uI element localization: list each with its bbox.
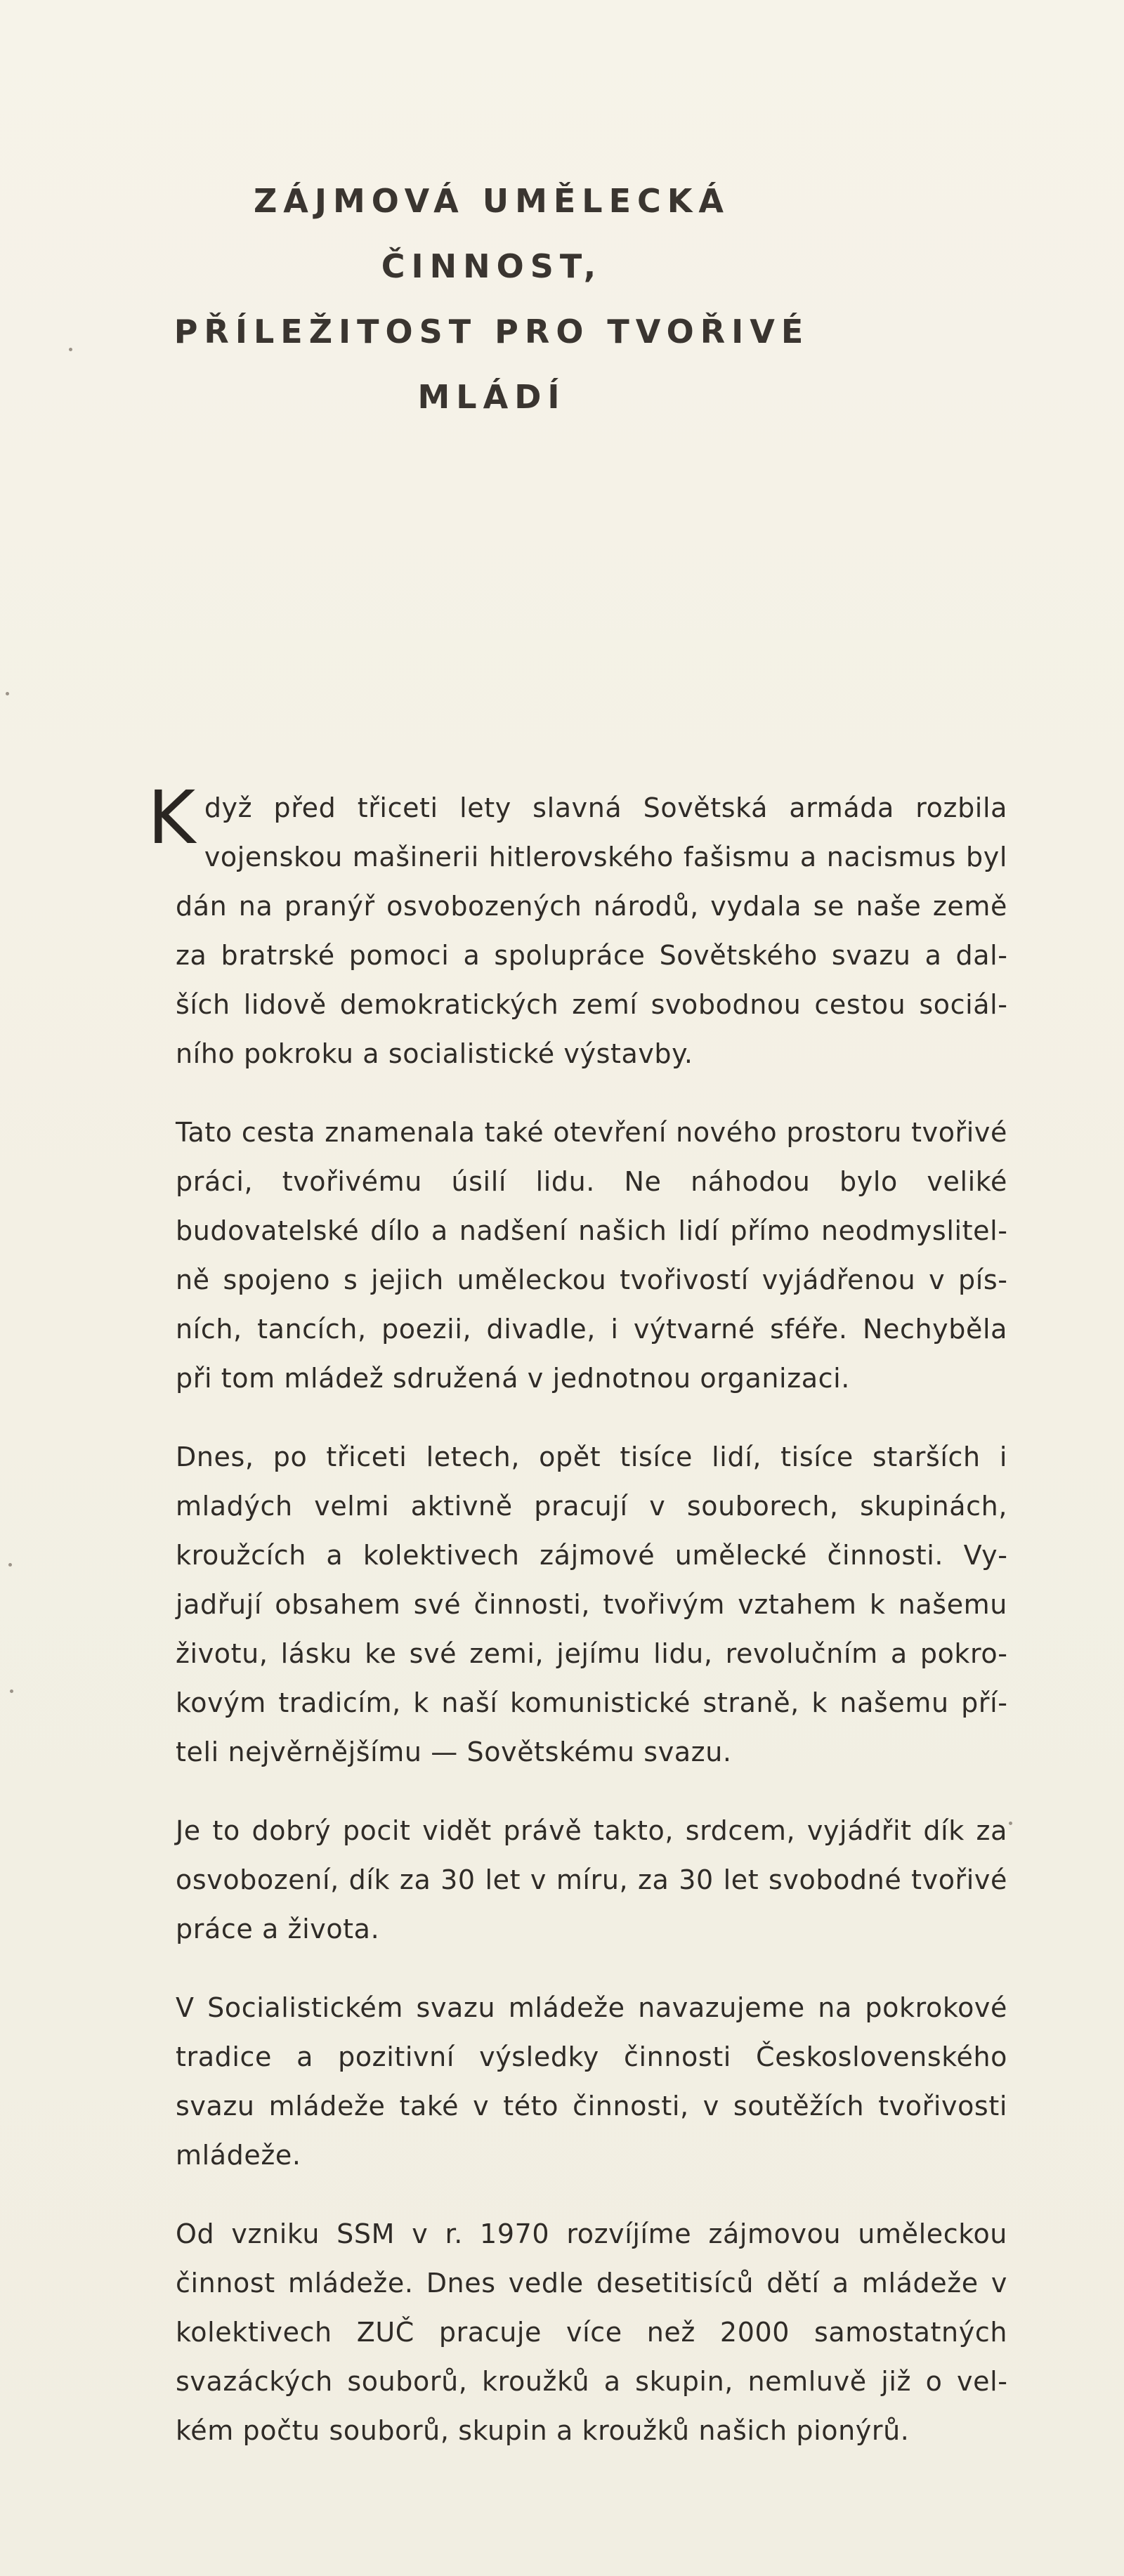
paragraph-1-text: dyž před třiceti lety slavná Sovětská armáda rozbila vojenskou mašinerii hitlerovského fašismu a nacismus byl dán na pranýř osvobozených národů, vydala se naše země za bratrské pomoci a spolupráce Sovětského svazu a dalších lidově demokratických zemí svobodnou cestou sociálního pokroku a socialistické výstavby.	[176, 792, 1007, 1069]
paragraph-5: V Socialistickém svazu mládeže navazujeme na pokrokové tradice a pozitivní výsledky činnosti Československého svazu mládeže také v této činnosti, v soutěžích tvořivosti mládeže.	[176, 1992, 1007, 2171]
paragraph-2: Tato cesta znamenala také otevření nového prostoru tvořivé práci, tvořivému úsilí lidu. Ne náhodou bylo veliké budovatelské dílo a nadšení našich lidí přímo neodmyslitelně spojeno s jejich uměleckou tvořivostí vyjádřenou v písních, tancích, poezii, divadle, i výtvarné sféře. Nechyběla při tom mládež sdružená v jednotnou organizaci.	[176, 1117, 1007, 1394]
title-line-1: ZÁJMOVÁ UMĚLECKÁ ČINNOST,	[253, 182, 731, 285]
drop-cap: K	[148, 775, 196, 861]
paper-speck	[10, 1689, 13, 1693]
paragraph-6: Od vzniku SSM v r. 1970 rozvíjíme zájmovou uměleckou činnost mládeže. Dnes vedle desetitisíců dětí a mládeže v kolektivech ZUČ pracuje více než 2000 samostatných svazáckých souborů, kroužků a skupin, nemluvě již o velkém počtu souborů, skupin a kroužků našich pionýrů.	[176, 2218, 1007, 2446]
paragraph-4: Je to dobrý pocit vidět právě takto, srdcem, vyjádřit dík za osvobození, dík za 30 let v míru, za 30 let svobodné tvořivé práce a života.	[176, 1815, 1007, 1944]
paper-speck	[69, 348, 72, 351]
paper-speck	[8, 1563, 12, 1567]
title-line-2: PŘÍLEŽITOST PRO TVOŘIVÉ MLÁDÍ	[174, 313, 810, 416]
paper-speck	[1009, 1822, 1012, 1825]
paragraph-3: Dnes, po třiceti letech, opět tisíce lidí, tisíce starších i mladých velmi aktivně pracují v souborech, skupinách, kroužcích a kolektivech zájmové umělecké činnosti. Vyjadřují obsahem své činnosti, tvořivým vztahem k našemu životu, lásku ke své zemi, jejímu lidu, revolučním a pokrokovým tradicím, k naší komunistické straně, k našemu příteli nejvěrnějšímu — Sovětskému svazu.	[176, 1441, 1007, 1767]
paragraph-1	[148, 775, 1007, 1078]
article-body	[148, 775, 1007, 2485]
page-title	[140, 169, 843, 430]
paper-speck	[6, 692, 9, 695]
